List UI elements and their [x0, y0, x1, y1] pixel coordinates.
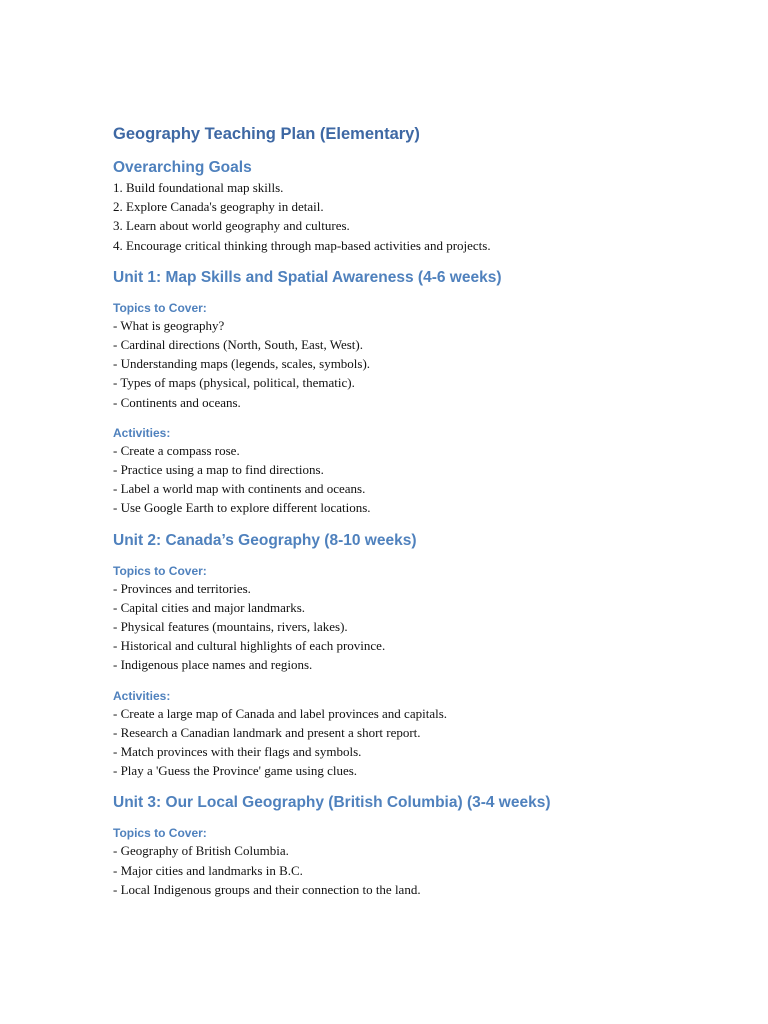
unit-1-activities [113, 425, 733, 518]
goals-heading: Overarching Goals [113, 159, 252, 176]
activity-item: - Research a Canadian landmark and present a short report. [113, 724, 421, 740]
activity-item: - Match provinces with their flags and symbols. [113, 744, 362, 760]
topic-item: - Local Indigenous groups and their connection to the land. [113, 881, 421, 897]
unit-2-heading: Unit 2: Canada’s Geography (8-10 weeks) [113, 531, 417, 549]
goal-item: 3. Learn about world geography and cultures. [113, 218, 350, 234]
activity-item: - Play a 'Guess the Province' game using clues. [113, 763, 358, 779]
document-body [113, 123, 733, 912]
unit-3-section [113, 793, 733, 899]
unit-1-section [113, 268, 733, 518]
topic-item: - What is geography? [113, 317, 225, 333]
goal-item: 1. Build foundational map skills. [113, 180, 284, 195]
unit-2-activities [113, 688, 733, 781]
topics-label: Topics to Cover: [113, 826, 207, 841]
topic-item: - Physical features (mountains, rivers, lakes). [113, 619, 348, 635]
document-title: Geography Teaching Plan (Elementary) [113, 125, 420, 143]
topic-item: - Provinces and territories. [113, 580, 251, 596]
topic-item: - Types of maps (physical, political, thematic). [113, 375, 355, 391]
topic-item: - Capital cities and major landmarks. [113, 599, 306, 615]
activities-label: Activities: [113, 688, 171, 703]
topic-item: - Understanding maps (legends, scales, symbols). [113, 356, 371, 372]
unit-1-heading: Unit 1: Map Skills and Spatial Awareness (4-6 weeks) [113, 268, 502, 286]
activities-label: Activities: [113, 425, 171, 440]
topic-item: - Geography of British Columbia. [113, 843, 289, 859]
topics-label: Topics to Cover: [113, 563, 207, 578]
activity-item: - Practice using a map to find directions. [113, 462, 324, 478]
activity-item: - Create a large map of Canada and label provinces and capitals. [113, 705, 448, 721]
topic-item: - Cardinal directions (North, South, East, West). [113, 337, 364, 353]
topic-item: - Historical and cultural highlights of each province. [113, 638, 386, 654]
activity-item: - Use Google Earth to explore different locations. [113, 500, 371, 516]
topic-item: - Major cities and landmarks in B.C. [113, 862, 303, 878]
unit-2-section [113, 531, 733, 781]
activity-item: - Create a compass rose. [113, 442, 240, 458]
topic-item: - Continents and oceans. [113, 394, 241, 410]
unit-3-topics [113, 825, 733, 899]
goals-section [113, 158, 733, 255]
goal-item: 2. Explore Canada's geography in detail. [113, 199, 324, 215]
unit-2-topics [113, 563, 733, 675]
unit-3-heading: Unit 3: Our Local Geography (British Columbia) (3-4 weeks) [113, 794, 551, 812]
topic-item: - Indigenous place names and regions. [113, 657, 313, 673]
activity-item: - Label a world map with continents and oceans. [113, 481, 366, 497]
unit-1-topics [113, 300, 733, 412]
goal-item: 4. Encourage critical thinking through map-based activities and projects. [113, 237, 491, 253]
topics-label: Topics to Cover: [113, 300, 207, 315]
